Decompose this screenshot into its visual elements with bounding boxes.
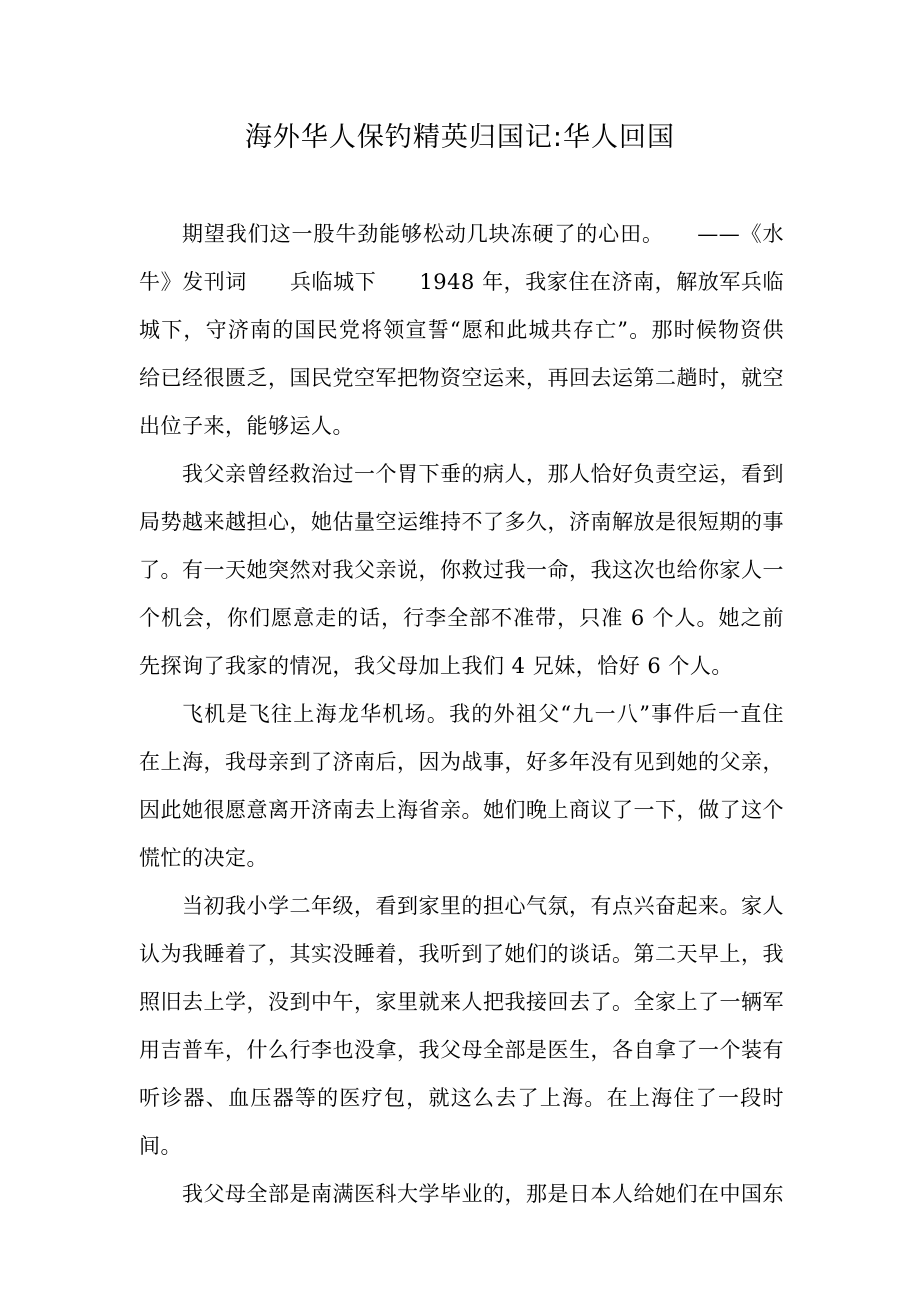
document-body — [139, 210, 784, 1218]
paragraph: 当初我小学二年级，看到家里的担心气氛，有点兴奋起来。家人认为我睡着了，其实没睡着，我听到了她们的谈话。第二天早上，我照旧去上学，没到中午，家里就来人把我接回去了。全家上了一辆军用吉普车，什么行李也没拿，我父母全部是医生，各自拿了一个装有听诊器、血压器等的医疗包，就这么去了上海。在上海住了一段时间。 — [139, 894, 784, 1158]
paragraph: 期望我们这一股牛劲能够松动几块冻硬了的心田。 ——《水牛》发刊词 兵临城下 1948 年，我家住在济南，解放军兵临城下，守济南的国民党将领宣誓“愿和此城共存亡”。那时候物资供给已经很匮乏，国民党空军把物资空运来，再回去运第二趟时，就空出位子来，能够运人。 — [139, 222, 784, 438]
document-title: 海外华人保钓精英归国记:华人回国 — [244, 122, 676, 153]
paragraph: 我父母全部是南满医科大学毕业的，那是日本人给她们在中国东 — [182, 1182, 784, 1206]
paragraph: 飞机是飞往上海龙华机场。我的外祖父“九一八”事件后一直住在上海，我母亲到了济南后，因为战事，好多年没有见到她的父亲，因此她很愿意离开济南去上海省亲。她们晚上商议了一下，做了这个慌忙的决定。 — [139, 702, 784, 870]
paragraph: 我父亲曾经救治过一个胃下垂的病人，那人恰好负责空运，看到局势越来越担心，她估量空运维持不了多久，济南解放是很短期的事了。有一天她突然对我父亲说，你救过我一命，我这次也给你家人一个机会，你们愿意走的话，行李全部不准带，只准 6 个人。她之前先探询了我家的情况，我父母加上我们 4 兄妹，恰好 6 个人。 — [139, 462, 784, 678]
